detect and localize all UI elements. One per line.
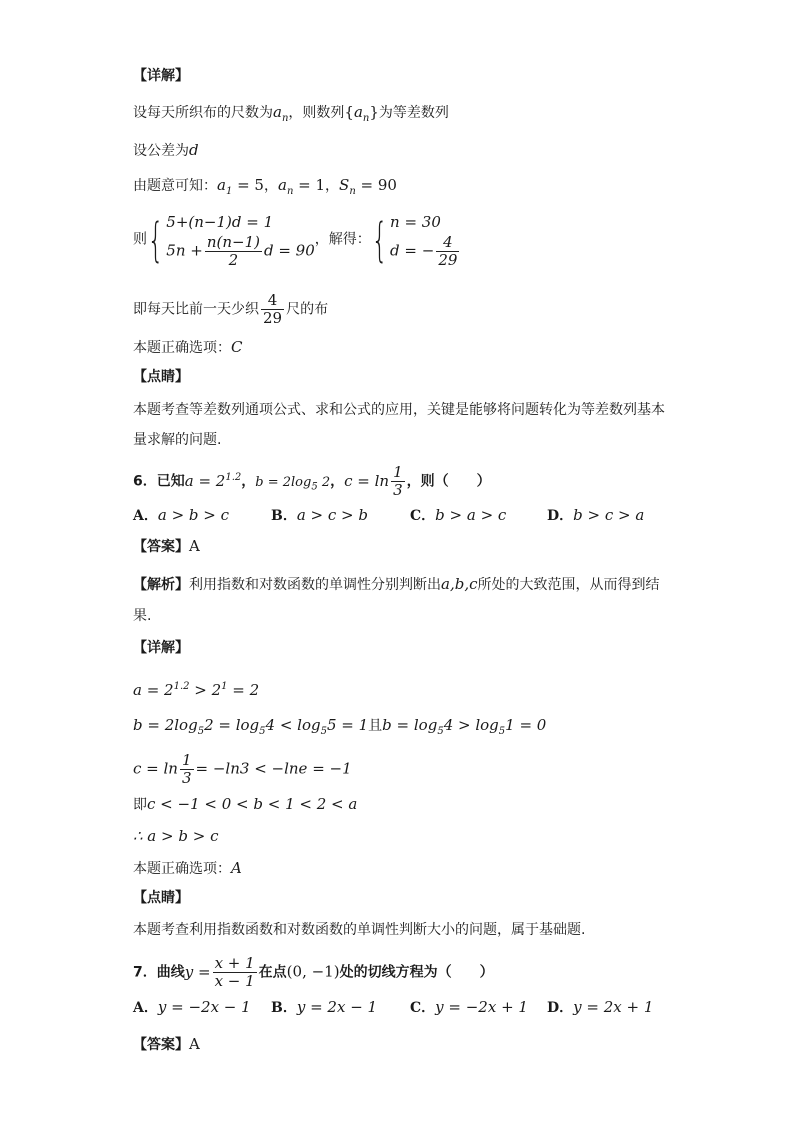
solution-system: n = 30 d = − $\frac{4}{29}$ [390,213,458,269]
detail2-heading: 【详解】 [133,640,189,656]
question-6: 6．已知$a = 2^{1.2}$，$b = 2\log_5$ 2，c = ln $\frac{1}{3}$ ，则（ ） [133,463,491,499]
option-c[interactable]: C．y = −2x + 1 [410,998,528,1016]
comment2-heading: 【点睛】 [133,890,189,906]
detail2-therefore: ∴ a > b > c [133,827,219,845]
equation-system: 5+(n−1)d = 1 5n + $\frac{n(n-1)}{2}$ d = 90 [166,213,315,269]
option-a[interactable]: A．y = −2x − 1 [133,998,251,1016]
option-b[interactable]: B．y = 2x − 1 [271,998,378,1016]
comment-line-1: 本题考查等差数列通项公式、求和公式的应用，关键是能够将问题转化为等差数列基本 [133,402,665,418]
question-6-answer: 【答案】A [133,537,200,555]
detail2-eq-c: c = ln $\frac{1}{3}$ = −ln3 < −lne = −1 [133,751,352,787]
question-6-analysis-line-1: 【解析】利用指数和对数函数的单调性分别判断出a,b,c所处的大致范围，从而得到结 [133,575,660,593]
option-b[interactable]: B．a > c > b [271,506,368,524]
equation-system-line: 则{ 5+(n−1)d = 1 5n + $\frac{n(n-1)}{2}$ d = 90 ，解得：{ n = 30 d = − $\frac{4}{29}$ [133,210,461,269]
detail-line-3: 由题意可知：$a_1 = 5$，$a_n = 1$，$S_n = 90$ [133,176,397,197]
option-a[interactable]: A．a > b > c [133,506,230,524]
detail-line-5: 即每天比前一天少织 $\frac{4}{29}$ 尺的布 [133,291,329,327]
detail2-inequality: 即c < −1 < 0 < b < 1 < 2 < a [133,795,358,813]
detail2-answer: 本题正确选项：A [133,859,242,877]
option-d[interactable]: D．y = 2x + 1 [547,998,654,1016]
detail2-eq-a: $a = 2^{1.2} > 2^1 = 2$ [133,681,260,699]
detail-line-1: 设每天所织布的尺数为$a_n$，则数列$\{a_n\}$为等差数列 [133,103,449,124]
question-7-answer: 【答案】A [133,1035,200,1053]
option-d[interactable]: D．b > c > a [547,506,645,524]
option-c[interactable]: C．b > a > c [410,506,507,524]
question-7: 7．曲线y = $\frac{x + 1}{x - 1}$ 在点(0, −1)处的切线方程为（ ） [133,954,494,990]
detail2-eq-b: $b = 2\log_52 = \log_54 < \log_55 = 1$且$b = \log_54 > \log_51 = 0$ [133,716,547,737]
detail-answer: 本题正确选项：C [133,338,243,356]
detail-heading: 【详解】 [133,68,189,84]
comment2-line-1: 本题考查利用指数函数和对数函数的单调性判断大小的问题，属于基础题. [133,922,586,938]
detail-line-2: 设公差为d [133,141,199,159]
question-6-analysis-line-2: 果. [133,608,152,624]
comment-line-2: 量求解的问题. [133,432,222,448]
comment-heading: 【点睛】 [133,369,189,385]
